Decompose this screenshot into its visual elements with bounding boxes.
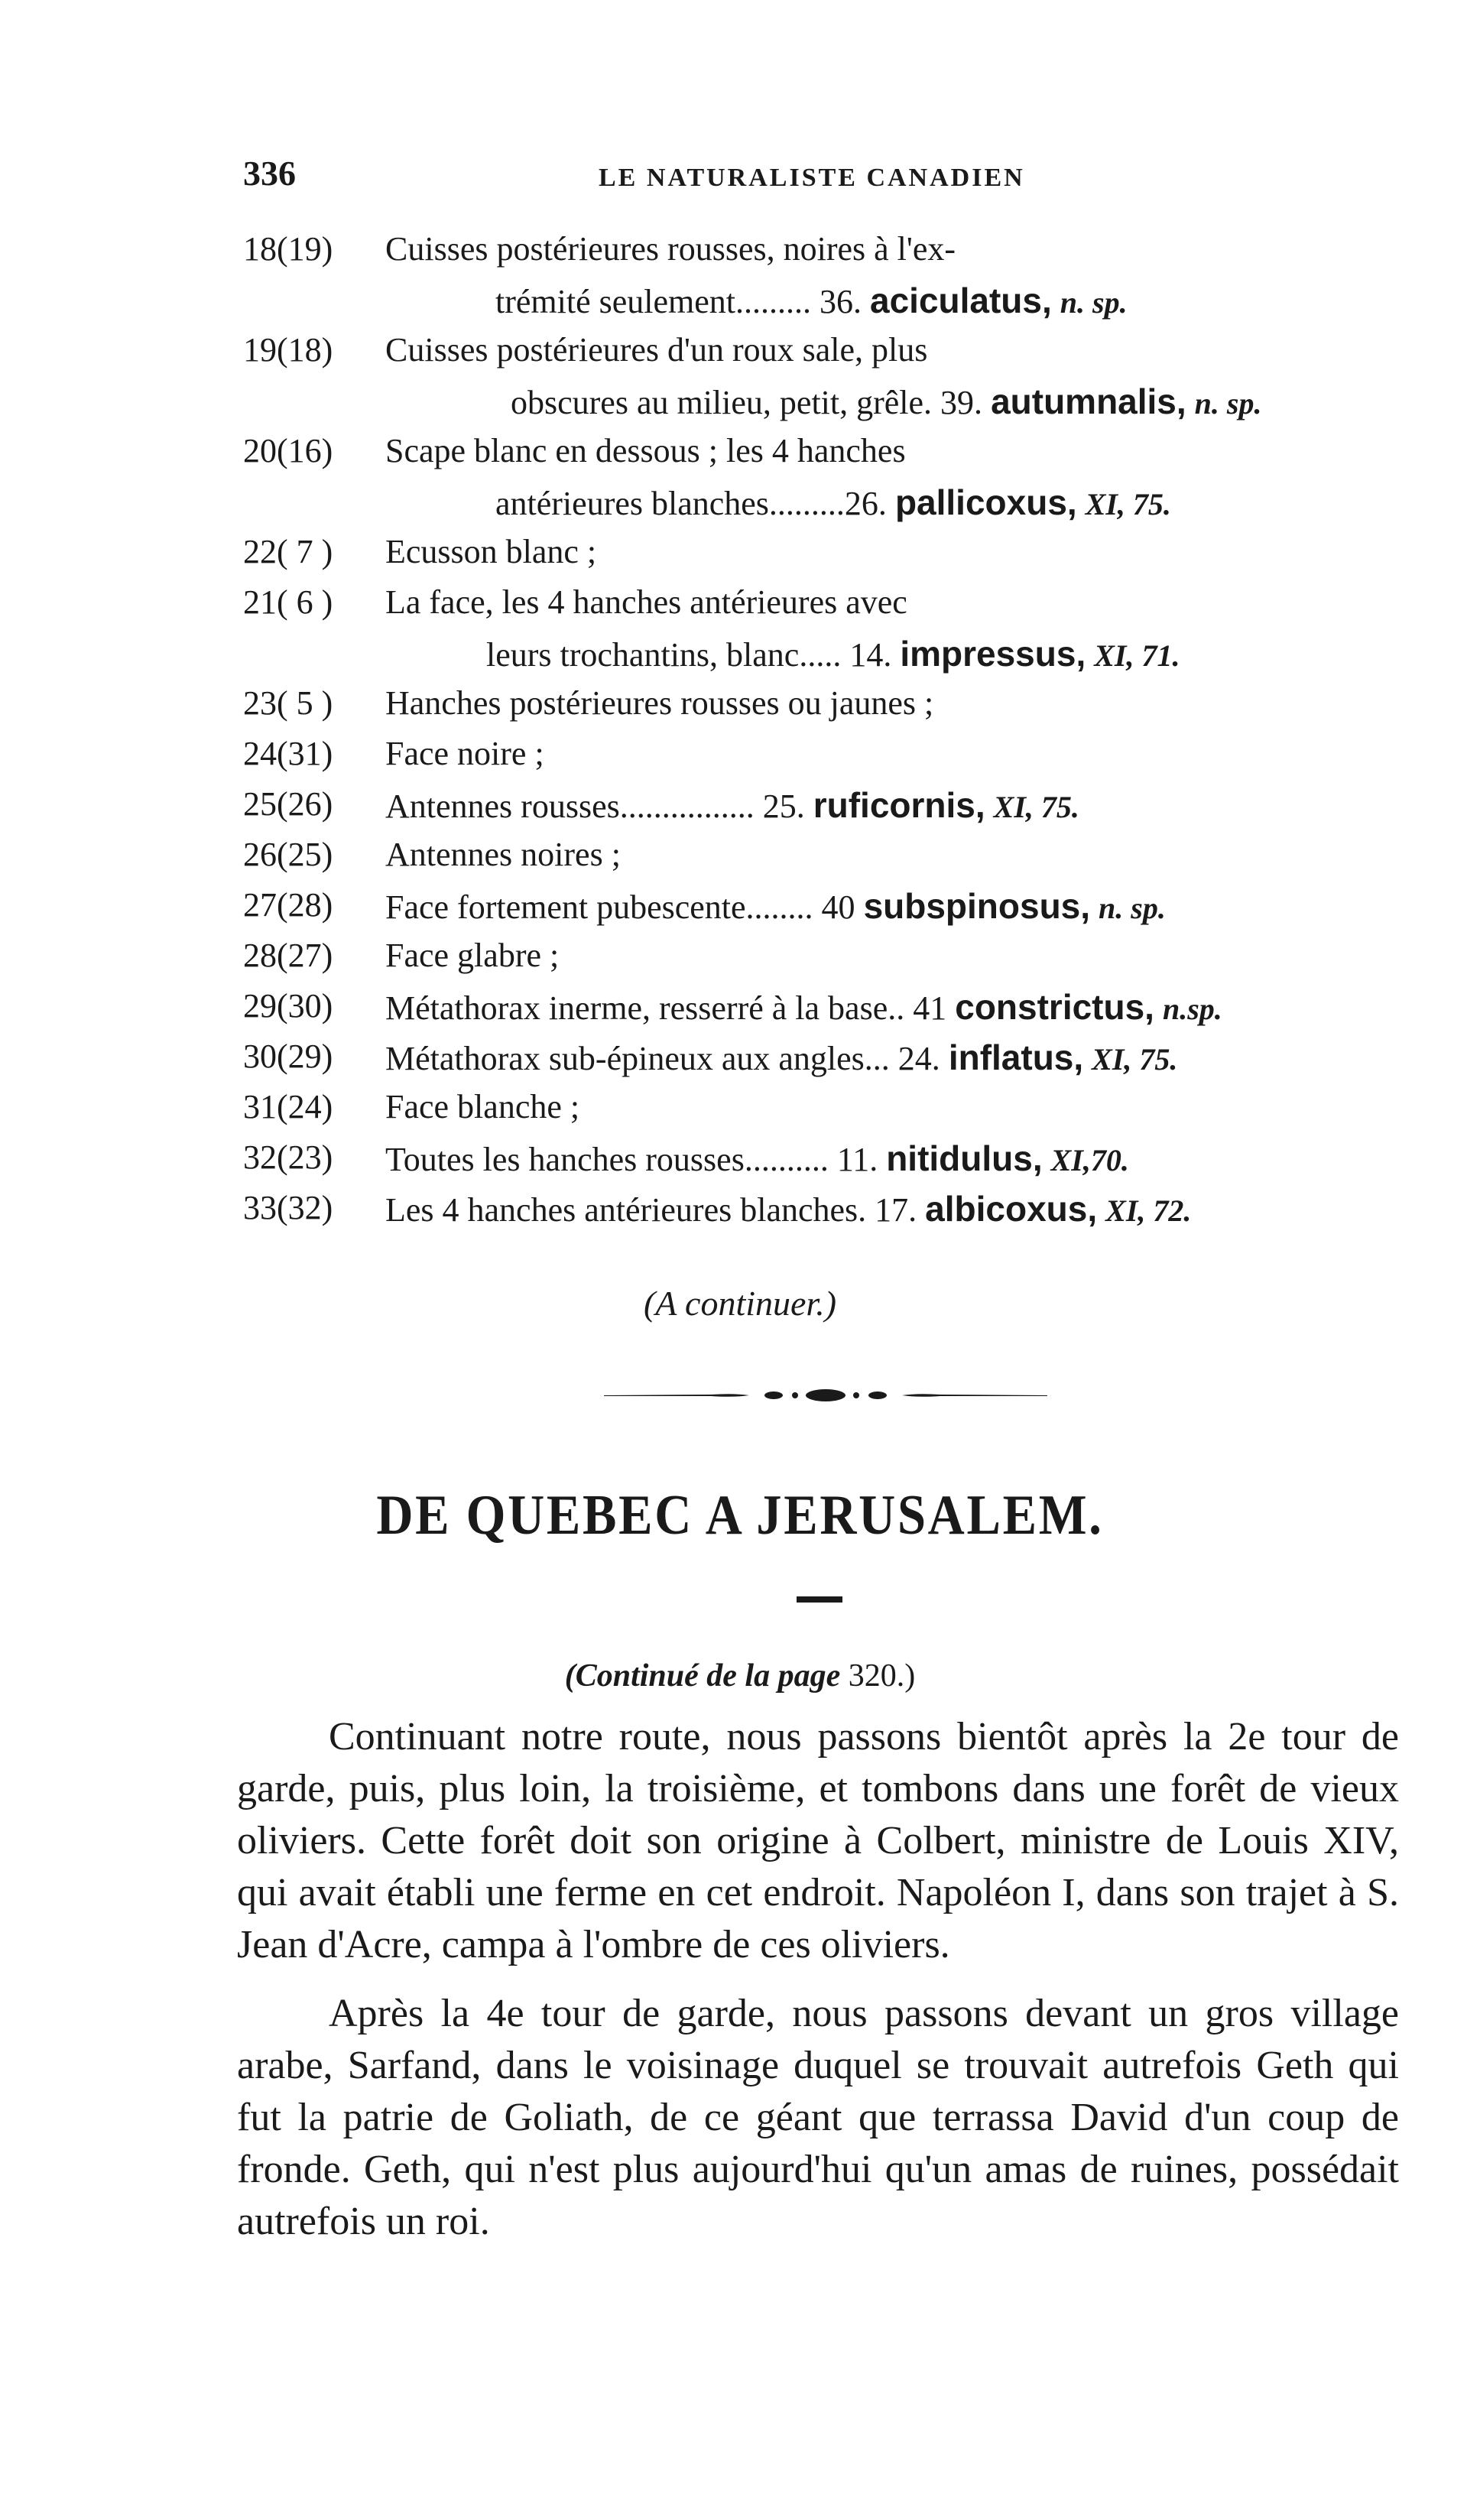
species-reference: XI, 75. <box>1092 1042 1178 1077</box>
species-name: constrictus, <box>955 987 1154 1027</box>
key-entry-description: Face blanche ; <box>385 1088 580 1125</box>
key-entry-number: 33(32) <box>243 1189 333 1226</box>
key-entry-description: Cuisses postérieures d'un roux sale, plus <box>385 331 928 369</box>
species-reference: XI, 75. <box>993 790 1079 824</box>
page-number: 336 <box>243 154 296 193</box>
key-entry-number: 25(26) <box>243 785 333 823</box>
key-entry-number: 26(25) <box>243 836 333 873</box>
species-name: pallicoxus, <box>894 482 1077 522</box>
key-entry-description: Métathorax inerme, resserré à la base.. 41 <box>385 989 947 1027</box>
species-name: autumnalis, <box>991 382 1186 421</box>
key-entry-number: 18(19) <box>243 230 333 268</box>
running-title: LE NATURALISTE CANADIEN <box>599 164 1025 192</box>
article-body <box>237 1711 1399 2265</box>
key-entry-number: 28(27) <box>243 937 333 974</box>
species-name: aciculatus, <box>870 281 1052 320</box>
key-entry-number: 27(28) <box>243 886 333 924</box>
species-name: impressus, <box>900 634 1086 674</box>
species-name: albicoxus, <box>925 1189 1098 1229</box>
running-header <box>243 153 1405 199</box>
species-reference: XI,70. <box>1050 1143 1129 1177</box>
key-entry-continuation: trémité seulement......... 36. <box>495 283 862 320</box>
key-entry-description: Toutes les hanches rousses.......... 11. <box>385 1141 878 1178</box>
key-entry-description: Antennes noires ; <box>385 836 621 873</box>
key-entry <box>243 684 1405 734</box>
key-entry-description: Face fortement pubescente........ 40 <box>385 888 855 926</box>
key-entry <box>243 583 1405 684</box>
continued-from-page: 320.) <box>848 1658 916 1694</box>
article-title: DE QUEBEC A JERUSALEM. <box>376 1484 1104 1547</box>
key-entry-description: Métathorax sub-épineux aux angles... 24. <box>385 1040 940 1077</box>
key-entry <box>243 532 1405 583</box>
species-reference: XI, 75. <box>1085 487 1171 521</box>
key-entry-continuation: leurs trochantins, blanc..... 14. <box>486 636 892 674</box>
key-entry <box>243 986 1405 1037</box>
key-entry-description: Hanches postérieures rousses ou jaunes ; <box>385 684 934 722</box>
key-entry-number: 29(30) <box>243 987 333 1025</box>
species-reference: n. sp. <box>1194 386 1262 421</box>
species-reference: n. sp. <box>1060 285 1128 320</box>
species-name: ruficornis, <box>813 785 985 825</box>
identification-key <box>243 229 1405 1239</box>
key-entry-description: Cuisses postérieures rousses, noires à l'ex- <box>385 230 956 268</box>
key-entry <box>243 330 1405 431</box>
continued-from-text: (Continué de la page <box>564 1658 841 1694</box>
key-entry-continuation: obscures au milieu, petit, grêle. 39. <box>511 384 983 421</box>
species-name: inflatus, <box>948 1038 1084 1077</box>
key-entry <box>243 835 1405 885</box>
key-entry-number: 19(18) <box>243 331 333 369</box>
to-be-continued-note: (A continuer.) <box>643 1284 837 1323</box>
key-entry <box>243 936 1405 986</box>
key-entry-description: Face glabre ; <box>385 937 560 974</box>
key-entry <box>243 1037 1405 1087</box>
species-reference: n. sp. <box>1099 891 1166 925</box>
key-entry-description: Scape blanc en dessous ; les 4 hanches <box>385 432 906 469</box>
key-entry-description: Antennes rousses................ 25. <box>385 788 805 825</box>
species-reference: XI, 71. <box>1094 638 1180 673</box>
key-entry-number: 20(16) <box>243 432 333 469</box>
key-entry-number: 23( 5 ) <box>243 684 333 722</box>
key-entry-continuation: antérieures blanches.........26. <box>495 485 887 522</box>
species-reference: XI, 72. <box>1105 1193 1192 1228</box>
species-name: subspinosus, <box>863 886 1091 926</box>
key-entry <box>243 885 1405 936</box>
key-entry-number: 24(31) <box>243 735 333 772</box>
key-entry <box>243 431 1405 532</box>
key-entry-number: 30(29) <box>243 1038 333 1075</box>
key-entry-description: La face, les 4 hanches antérieures avec <box>385 583 907 621</box>
key-entry-number: 32(23) <box>243 1138 333 1176</box>
key-entry <box>243 1188 1405 1239</box>
species-reference: n.sp. <box>1162 992 1222 1026</box>
key-entry <box>243 784 1405 835</box>
key-entry-description: Face noire ; <box>385 735 544 772</box>
continued-from-note <box>0 1658 1480 1694</box>
species-name: nitidulus, <box>886 1138 1043 1178</box>
paragraph: Après la 4e tour de garde, nous passons devant un gros village arabe, Sarfand, dans le voisinage duquel se trouvait autrefois Geth qui fut la patrie de Goliath, de ce géant que terrassa David d'un coup de fronde. Geth, qui n'est plus aujourd'hui qu'un amas de ruines, possédait autrefois un roi. <box>237 1992 1399 2243</box>
key-entry-description: Les 4 hanches antérieures blanches. 17. <box>385 1191 917 1229</box>
key-entry-description: Ecusson blanc ; <box>385 533 597 570</box>
paragraph: Continuant notre route, nous passons bientôt après la 2e tour de garde, puis, plus loin, la troisième, et tombons dans une forêt de vieux oliviers. Cette forêt doit son origine à Colbert, ministre de Louis XIV, qui avait établi une ferme en cet endroit. Napoléon I, dans son trajet à S. Jean d'Acre, campa à l'ombre de ces oliviers. <box>237 1715 1399 1966</box>
key-entry <box>243 734 1405 784</box>
ornamental-divider <box>604 1385 1047 1405</box>
key-entry <box>243 1087 1405 1138</box>
key-entry-number: 21( 6 ) <box>243 583 333 621</box>
title-rule <box>797 1596 842 1603</box>
key-entry <box>243 1138 1405 1188</box>
key-entry-number: 22( 7 ) <box>243 533 333 570</box>
key-entry-number: 31(24) <box>243 1088 333 1125</box>
key-entry <box>243 229 1405 330</box>
